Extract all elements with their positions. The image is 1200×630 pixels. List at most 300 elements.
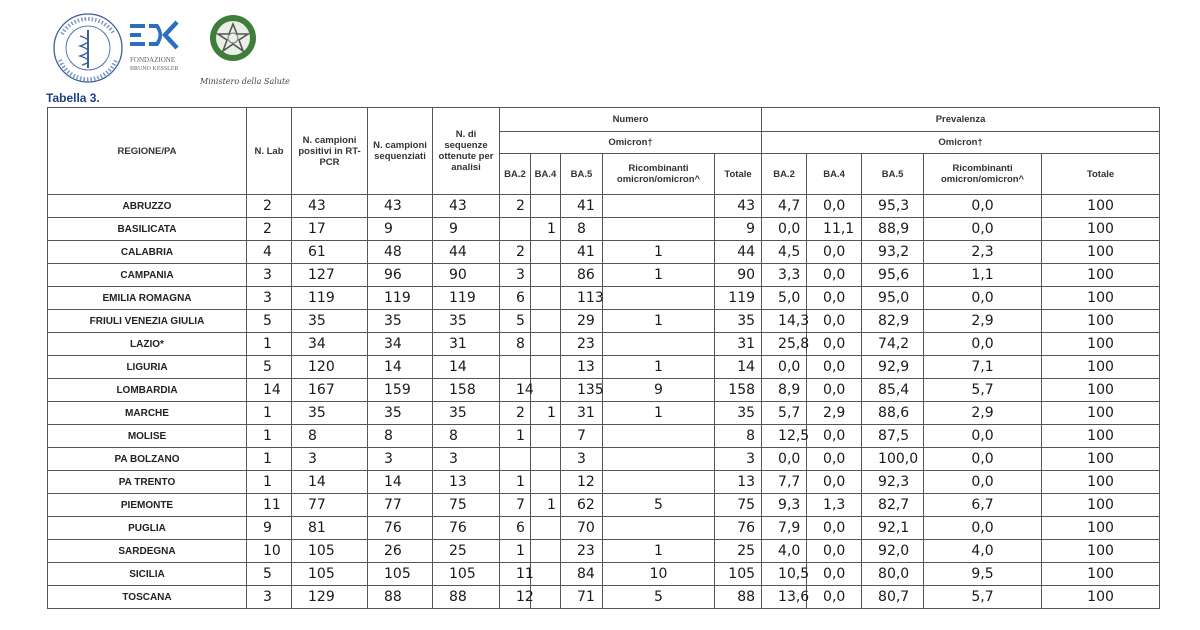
cell-p-ba5: 95,0 xyxy=(862,287,924,310)
table-row xyxy=(48,563,1160,586)
table-row xyxy=(48,494,1160,517)
fbk-logo xyxy=(130,22,179,72)
cell-p-ba2: 0,0 xyxy=(762,218,807,241)
cell-n-totale: 35 xyxy=(715,310,762,333)
cell-regione: CAMPANIA xyxy=(48,264,247,287)
cell-p-ba4: 0,0 xyxy=(807,563,862,586)
cell-n-ricombinanti xyxy=(603,471,715,494)
cell-n-ba4: 1 xyxy=(531,402,561,425)
cell-sequenze: 88 xyxy=(433,586,500,609)
cell-p-totale: 100 xyxy=(1042,494,1160,517)
cell-p-totale: 100 xyxy=(1042,310,1160,333)
cell-positivi: 127 xyxy=(292,264,368,287)
cell-p-totale: 100 xyxy=(1042,218,1160,241)
cell-n-ba4: 1 xyxy=(531,494,561,517)
cell-regione: TOSCANA xyxy=(48,586,247,609)
cell-p-totale: 100 xyxy=(1042,379,1160,402)
cell-p-ba2: 0,0 xyxy=(762,448,807,471)
cell-n-ba4: 1 xyxy=(531,218,561,241)
cell-p-ricombinanti: 0,0 xyxy=(924,287,1042,310)
cell-n-ba5: 13 xyxy=(561,356,603,379)
cell-sequenziati: 14 xyxy=(368,471,433,494)
cell-n-totale: 75 xyxy=(715,494,762,517)
header-n-ba2: BA.2 xyxy=(500,154,531,195)
cell-p-ba5: 92,1 xyxy=(862,517,924,540)
cell-p-ba4: 0,0 xyxy=(807,287,862,310)
cell-n-ba4 xyxy=(531,310,561,333)
cell-p-ba5: 95,6 xyxy=(862,264,924,287)
cell-n-ba4 xyxy=(531,425,561,448)
cell-positivi: 167 xyxy=(292,379,368,402)
cell-n-ba5: 31 xyxy=(561,402,603,425)
cell-sequenze: 3 xyxy=(433,448,500,471)
cell-n-ba4 xyxy=(531,563,561,586)
cell-n-ba2: 1 xyxy=(500,425,531,448)
cell-p-ba2: 5,7 xyxy=(762,402,807,425)
cell-p-ba2: 25,8 xyxy=(762,333,807,356)
header-p-ba2: BA.2 xyxy=(762,154,807,195)
cell-n-totale: 9 xyxy=(715,218,762,241)
cell-n-ba2: 7 xyxy=(500,494,531,517)
cell-p-ba2: 7,9 xyxy=(762,517,807,540)
cell-sequenziati: 88 xyxy=(368,586,433,609)
cell-n-ba2: 1 xyxy=(500,540,531,563)
cell-n-lab: 11 xyxy=(247,494,292,517)
cell-p-ba5: 74,2 xyxy=(862,333,924,356)
cell-p-totale: 100 xyxy=(1042,586,1160,609)
cell-n-lab: 4 xyxy=(247,241,292,264)
cell-n-ba2: 6 xyxy=(500,287,531,310)
cell-n-ba5: 23 xyxy=(561,540,603,563)
cell-n-ricombinanti: 1 xyxy=(603,310,715,333)
cell-n-ba5: 84 xyxy=(561,563,603,586)
cell-p-totale: 100 xyxy=(1042,287,1160,310)
header-n-ricombinanti: Ricombinanti omicron/omicron^ xyxy=(603,154,715,195)
cell-n-ba4 xyxy=(531,379,561,402)
cell-n-totale: 8 xyxy=(715,425,762,448)
cell-n-ricombinanti xyxy=(603,218,715,241)
cell-n-ricombinanti: 9 xyxy=(603,379,715,402)
cell-p-ba5: 93,2 xyxy=(862,241,924,264)
table-row xyxy=(48,218,1160,241)
cell-p-ricombinanti: 2,9 xyxy=(924,402,1042,425)
cell-n-ba4 xyxy=(531,264,561,287)
cell-n-ba2: 14 xyxy=(500,379,531,402)
cell-sequenziati: 96 xyxy=(368,264,433,287)
cell-n-lab: 3 xyxy=(247,287,292,310)
cell-sequenziati: 119 xyxy=(368,287,433,310)
cell-n-ba2: 11 xyxy=(500,563,531,586)
cell-p-ba5: 92,3 xyxy=(862,471,924,494)
cell-sequenziati: 105 xyxy=(368,563,433,586)
header-n-ba4: BA.4 xyxy=(531,154,561,195)
cell-p-ba4: 0,0 xyxy=(807,448,862,471)
cell-regione: PA BOLZANO xyxy=(48,448,247,471)
cell-n-ba2: 12 xyxy=(500,586,531,609)
table-row xyxy=(48,586,1160,609)
cell-p-ba2: 10,5 xyxy=(762,563,807,586)
cell-n-ba4 xyxy=(531,540,561,563)
header-n-ba5: BA.5 xyxy=(561,154,603,195)
cell-n-ba4 xyxy=(531,287,561,310)
cell-p-ba4: 0,0 xyxy=(807,471,862,494)
cell-p-ba2: 9,3 xyxy=(762,494,807,517)
header-prevalenza: Prevalenza xyxy=(762,108,1160,132)
cell-p-ba5: 87,5 xyxy=(862,425,924,448)
header-p-totale: Totale xyxy=(1042,154,1160,195)
cell-n-ba5: 7 xyxy=(561,425,603,448)
cell-regione: EMILIA ROMAGNA xyxy=(48,287,247,310)
cell-positivi: 3 xyxy=(292,448,368,471)
cell-n-ricombinanti: 1 xyxy=(603,540,715,563)
cell-positivi: 119 xyxy=(292,287,368,310)
cell-positivi: 34 xyxy=(292,333,368,356)
cell-p-ba2: 0,0 xyxy=(762,356,807,379)
cell-n-totale: 90 xyxy=(715,264,762,287)
cell-positivi: 120 xyxy=(292,356,368,379)
cell-sequenze: 44 xyxy=(433,241,500,264)
cell-n-ba2 xyxy=(500,448,531,471)
cell-p-ricombinanti: 1,1 xyxy=(924,264,1042,287)
cell-p-ba2: 12,5 xyxy=(762,425,807,448)
cell-sequenze: 14 xyxy=(433,356,500,379)
table-row xyxy=(48,264,1160,287)
cell-sequenze: 35 xyxy=(433,310,500,333)
cell-positivi: 43 xyxy=(292,195,368,218)
cell-p-ba4: 0,0 xyxy=(807,241,862,264)
cell-p-totale: 100 xyxy=(1042,241,1160,264)
cell-p-totale: 100 xyxy=(1042,471,1160,494)
cell-p-ba2: 4,0 xyxy=(762,540,807,563)
cell-n-ricombinanti xyxy=(603,333,715,356)
cell-n-lab: 1 xyxy=(247,333,292,356)
cell-regione: LAZIO* xyxy=(48,333,247,356)
table-row xyxy=(48,402,1160,425)
cell-n-lab: 3 xyxy=(247,586,292,609)
cell-sequenziati: 9 xyxy=(368,218,433,241)
cell-p-ricombinanti: 2,9 xyxy=(924,310,1042,333)
header-n-totale: Totale xyxy=(715,154,762,195)
cell-positivi: 35 xyxy=(292,310,368,333)
cell-n-totale: 158 xyxy=(715,379,762,402)
cell-n-ricombinanti: 5 xyxy=(603,494,715,517)
cell-n-ricombinanti: 1 xyxy=(603,402,715,425)
header-omicron-numero: Omicron† xyxy=(500,132,762,154)
cell-p-totale: 100 xyxy=(1042,264,1160,287)
cell-n-ba5: 135 xyxy=(561,379,603,402)
cell-p-ba5: 88,9 xyxy=(862,218,924,241)
cell-p-ba2: 5,0 xyxy=(762,287,807,310)
cell-n-totale: 35 xyxy=(715,402,762,425)
cell-positivi: 77 xyxy=(292,494,368,517)
cell-n-totale: 44 xyxy=(715,241,762,264)
table-row xyxy=(48,379,1160,402)
cell-n-ba2: 2 xyxy=(500,241,531,264)
iss-seal-logo xyxy=(54,14,122,82)
cell-sequenze: 35 xyxy=(433,402,500,425)
cell-n-ba5: 29 xyxy=(561,310,603,333)
cell-p-ricombinanti: 0,0 xyxy=(924,517,1042,540)
cell-p-totale: 100 xyxy=(1042,333,1160,356)
header-numero: Numero xyxy=(500,108,762,132)
cell-n-ba4 xyxy=(531,448,561,471)
cell-n-totale: 76 xyxy=(715,517,762,540)
header-logos xyxy=(50,8,290,90)
cell-p-ba4: 0,0 xyxy=(807,379,862,402)
header-regione: REGIONE/PA xyxy=(48,108,247,195)
table-header xyxy=(48,108,1160,195)
cell-p-ricombinanti: 0,0 xyxy=(924,333,1042,356)
cell-p-ba4: 0,0 xyxy=(807,333,862,356)
ministero-emblem-logo xyxy=(199,15,290,86)
cell-p-ba5: 82,7 xyxy=(862,494,924,517)
table-row xyxy=(48,241,1160,264)
cell-regione: CALABRIA xyxy=(48,241,247,264)
cell-positivi: 129 xyxy=(292,586,368,609)
table-row xyxy=(48,540,1160,563)
cell-n-lab: 5 xyxy=(247,563,292,586)
cell-n-ba4 xyxy=(531,241,561,264)
cell-p-ba4: 0,0 xyxy=(807,356,862,379)
cell-sequenze: 90 xyxy=(433,264,500,287)
cell-n-ba2: 1 xyxy=(500,471,531,494)
cell-n-lab: 9 xyxy=(247,517,292,540)
cell-sequenze: 31 xyxy=(433,333,500,356)
cell-p-ricombinanti: 0,0 xyxy=(924,425,1042,448)
cell-n-ricombinanti: 5 xyxy=(603,586,715,609)
cell-n-ricombinanti: 1 xyxy=(603,241,715,264)
cell-positivi: 61 xyxy=(292,241,368,264)
cell-sequenziati: 14 xyxy=(368,356,433,379)
logos-graphic xyxy=(50,8,290,90)
cell-n-totale: 13 xyxy=(715,471,762,494)
cell-n-totale: 14 xyxy=(715,356,762,379)
cell-positivi: 17 xyxy=(292,218,368,241)
cell-n-ba5: 3 xyxy=(561,448,603,471)
cell-n-totale: 119 xyxy=(715,287,762,310)
table-row xyxy=(48,195,1160,218)
cell-n-ba4 xyxy=(531,195,561,218)
cell-n-ba2: 8 xyxy=(500,333,531,356)
cell-n-ricombinanti: 1 xyxy=(603,264,715,287)
cell-p-ba5: 88,6 xyxy=(862,402,924,425)
cell-p-ba4: 1,3 xyxy=(807,494,862,517)
cell-n-totale: 43 xyxy=(715,195,762,218)
cell-p-ba4: 0,0 xyxy=(807,425,862,448)
cell-sequenze: 13 xyxy=(433,471,500,494)
cell-sequenze: 8 xyxy=(433,425,500,448)
cell-n-ba5: 71 xyxy=(561,586,603,609)
cell-positivi: 105 xyxy=(292,563,368,586)
cell-p-ba2: 13,6 xyxy=(762,586,807,609)
cell-sequenziati: 48 xyxy=(368,241,433,264)
cell-p-ba5: 92,0 xyxy=(862,540,924,563)
ministero-signature: Ministero della Salute xyxy=(200,77,290,86)
table-row xyxy=(48,287,1160,310)
cell-n-ba4 xyxy=(531,471,561,494)
cell-positivi: 14 xyxy=(292,471,368,494)
table-body xyxy=(48,195,1160,609)
cell-n-ba4 xyxy=(531,517,561,540)
cell-positivi: 81 xyxy=(292,517,368,540)
cell-p-ba2: 4,5 xyxy=(762,241,807,264)
cell-p-ba2: 14,3 xyxy=(762,310,807,333)
table-row xyxy=(48,356,1160,379)
cell-p-ricombinanti: 5,7 xyxy=(924,586,1042,609)
cell-p-totale: 100 xyxy=(1042,517,1160,540)
cell-n-lab: 2 xyxy=(247,195,292,218)
header-p-ba4: BA.4 xyxy=(807,154,862,195)
cell-regione: FRIULI VENEZIA GIULIA xyxy=(48,310,247,333)
cell-sequenziati: 26 xyxy=(368,540,433,563)
cell-n-ba2 xyxy=(500,356,531,379)
cell-p-totale: 100 xyxy=(1042,540,1160,563)
cell-n-ricombinanti xyxy=(603,195,715,218)
cell-p-totale: 100 xyxy=(1042,425,1160,448)
cell-sequenziati: 77 xyxy=(368,494,433,517)
cell-p-ricombinanti: 9,5 xyxy=(924,563,1042,586)
cell-n-ricombinanti xyxy=(603,425,715,448)
cell-p-ricombinanti: 0,0 xyxy=(924,448,1042,471)
cell-n-ba2: 2 xyxy=(500,402,531,425)
cell-sequenziati: 3 xyxy=(368,448,433,471)
table-row xyxy=(48,471,1160,494)
cell-p-ba2: 4,7 xyxy=(762,195,807,218)
cell-regione: MOLISE xyxy=(48,425,247,448)
cell-n-ba5: 12 xyxy=(561,471,603,494)
cell-n-ba5: 8 xyxy=(561,218,603,241)
cell-n-totale: 105 xyxy=(715,563,762,586)
header-p-ba5: BA.5 xyxy=(862,154,924,195)
cell-p-ba5: 95,3 xyxy=(862,195,924,218)
cell-n-lab: 5 xyxy=(247,310,292,333)
cell-regione: PUGLIA xyxy=(48,517,247,540)
cell-n-ricombinanti: 1 xyxy=(603,356,715,379)
cell-sequenze: 158 xyxy=(433,379,500,402)
cell-sequenze: 9 xyxy=(433,218,500,241)
cell-positivi: 105 xyxy=(292,540,368,563)
cell-n-ricombinanti: 10 xyxy=(603,563,715,586)
cell-p-ba2: 3,3 xyxy=(762,264,807,287)
cell-n-ba5: 23 xyxy=(561,333,603,356)
cell-n-ricombinanti xyxy=(603,287,715,310)
cell-p-ricombinanti: 7,1 xyxy=(924,356,1042,379)
cell-n-ba2: 2 xyxy=(500,195,531,218)
cell-p-ba5: 82,9 xyxy=(862,310,924,333)
cell-regione: BASILICATA xyxy=(48,218,247,241)
cell-p-totale: 100 xyxy=(1042,448,1160,471)
cell-n-lab: 5 xyxy=(247,356,292,379)
cell-regione: PIEMONTE xyxy=(48,494,247,517)
cell-sequenziati: 34 xyxy=(368,333,433,356)
cell-sequenziati: 159 xyxy=(368,379,433,402)
cell-n-ba4 xyxy=(531,586,561,609)
cell-p-ba4: 2,9 xyxy=(807,402,862,425)
cell-p-ba2: 7,7 xyxy=(762,471,807,494)
header-positivi: N. campioni positivi in RT-PCR xyxy=(292,108,368,195)
cell-n-lab: 3 xyxy=(247,264,292,287)
cell-p-ba5: 85,4 xyxy=(862,379,924,402)
cell-p-totale: 100 xyxy=(1042,195,1160,218)
cell-sequenze: 25 xyxy=(433,540,500,563)
cell-n-totale: 3 xyxy=(715,448,762,471)
cell-p-ricombinanti: 4,0 xyxy=(924,540,1042,563)
cell-p-totale: 100 xyxy=(1042,356,1160,379)
cell-sequenziati: 35 xyxy=(368,310,433,333)
cell-p-totale: 100 xyxy=(1042,563,1160,586)
cell-sequenziati: 8 xyxy=(368,425,433,448)
cell-p-ricombinanti: 2,3 xyxy=(924,241,1042,264)
header-omicron-prevalenza: Omicron† xyxy=(762,132,1160,154)
regional-data-table xyxy=(47,107,1160,609)
cell-n-lab: 1 xyxy=(247,448,292,471)
cell-p-ba4: 0,0 xyxy=(807,586,862,609)
cell-p-ba5: 92,9 xyxy=(862,356,924,379)
cell-sequenze: 76 xyxy=(433,517,500,540)
cell-n-ba5: 86 xyxy=(561,264,603,287)
cell-p-ba5: 100,0 xyxy=(862,448,924,471)
header-sequenziati: N. campioni sequenziati xyxy=(368,108,433,195)
cell-p-ba4: 0,0 xyxy=(807,540,862,563)
cell-n-ba5: 62 xyxy=(561,494,603,517)
cell-p-ba4: 0,0 xyxy=(807,517,862,540)
cell-positivi: 8 xyxy=(292,425,368,448)
cell-n-lab: 1 xyxy=(247,471,292,494)
cell-sequenze: 75 xyxy=(433,494,500,517)
cell-n-lab: 1 xyxy=(247,402,292,425)
cell-p-ba5: 80,0 xyxy=(862,563,924,586)
cell-n-totale: 88 xyxy=(715,586,762,609)
fbk-line1: FONDAZIONE xyxy=(130,56,176,64)
cell-sequenze: 43 xyxy=(433,195,500,218)
cell-n-ba2: 6 xyxy=(500,517,531,540)
cell-n-ba2: 3 xyxy=(500,264,531,287)
cell-regione: SICILIA xyxy=(48,563,247,586)
header-n-lab: N. Lab xyxy=(247,108,292,195)
cell-regione: PA TRENTO xyxy=(48,471,247,494)
cell-n-ba5: 113 xyxy=(561,287,603,310)
cell-n-ba5: 41 xyxy=(561,241,603,264)
cell-sequenze: 119 xyxy=(433,287,500,310)
cell-n-lab: 14 xyxy=(247,379,292,402)
fbk-line2: BRUNO KESSLER xyxy=(130,66,179,72)
cell-sequenze: 105 xyxy=(433,563,500,586)
cell-p-ricombinanti: 6,7 xyxy=(924,494,1042,517)
cell-regione: LOMBARDIA xyxy=(48,379,247,402)
cell-p-ba2: 8,9 xyxy=(762,379,807,402)
cell-p-ricombinanti: 0,0 xyxy=(924,195,1042,218)
table-row xyxy=(48,425,1160,448)
cell-regione: MARCHE xyxy=(48,402,247,425)
cell-regione: SARDEGNA xyxy=(48,540,247,563)
cell-n-ba2: 5 xyxy=(500,310,531,333)
cell-p-ba4: 11,1 xyxy=(807,218,862,241)
cell-p-ricombinanti: 0,0 xyxy=(924,471,1042,494)
cell-regione: LIGURIA xyxy=(48,356,247,379)
cell-p-ba5: 80,7 xyxy=(862,586,924,609)
cell-sequenziati: 76 xyxy=(368,517,433,540)
header-p-ricombinanti: Ricombinanti omicron/omicron^ xyxy=(924,154,1042,195)
cell-n-ba2 xyxy=(500,218,531,241)
header-sequenze: N. di sequenze ottenute per analisi xyxy=(433,108,500,195)
cell-p-ba4: 0,0 xyxy=(807,195,862,218)
table-caption: Tabella 3. xyxy=(46,91,100,105)
table-row xyxy=(48,517,1160,540)
cell-n-ba5: 41 xyxy=(561,195,603,218)
cell-n-ba4 xyxy=(531,333,561,356)
cell-regione: ABRUZZO xyxy=(48,195,247,218)
cell-p-ba4: 0,0 xyxy=(807,264,862,287)
